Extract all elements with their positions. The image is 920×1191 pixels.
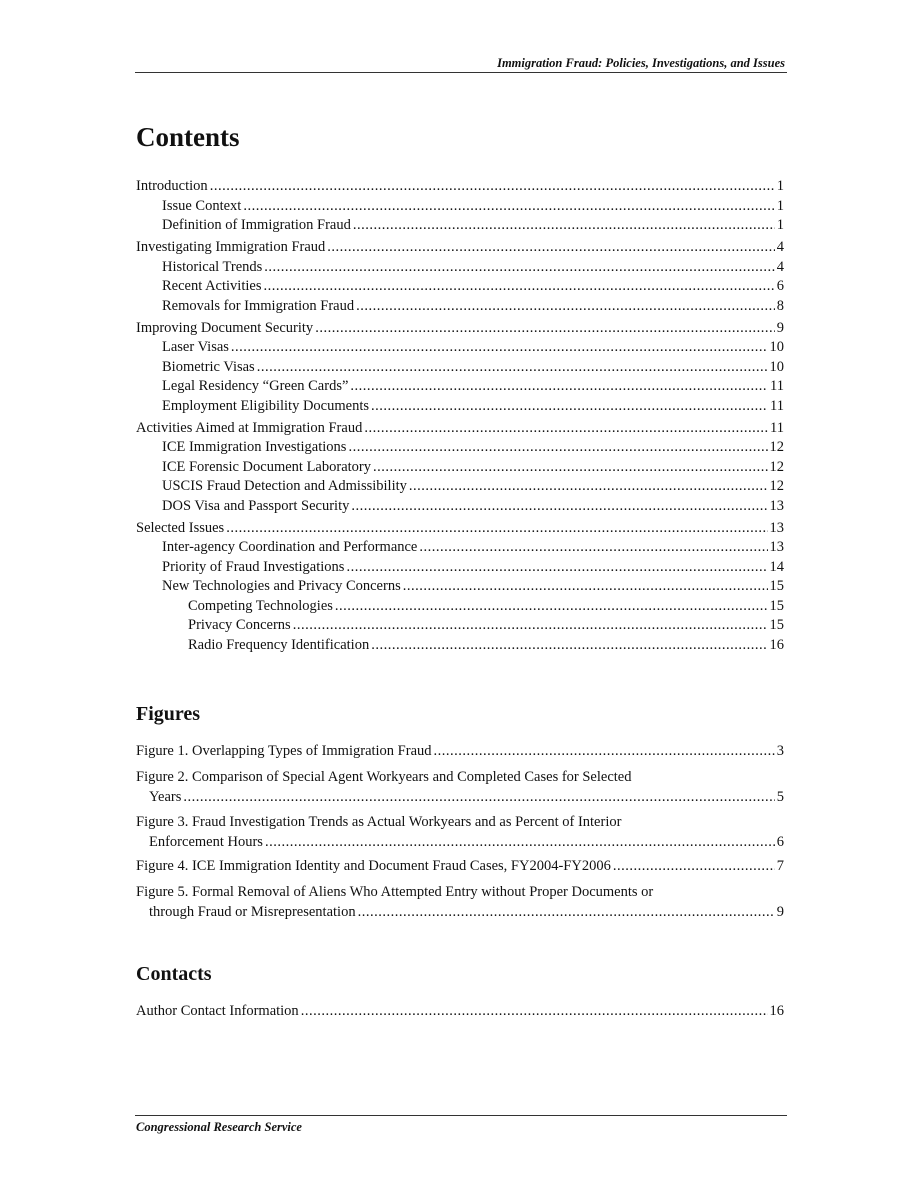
toc-entry[interactable] [136,238,784,258]
entry-page-number: 16 [769,1003,784,1019]
entry-label: Investigating Immigration Fraud [136,239,326,255]
entry-label: ICE Forensic Document Laboratory [162,458,371,475]
dot-leader [353,216,775,236]
entry-page-number: 5 [776,788,784,805]
entry-page-number: 12 [769,439,784,455]
entry-page-number: 15 [769,578,784,594]
entry-label: Figure 4. ICE Immigration Identity and Document Fraud Cases, FY2004-FY2006 [136,858,611,874]
entry-label: Radio Frequency Identification [188,636,370,653]
dot-leader [613,857,775,877]
toc-entry[interactable] [136,197,784,217]
entry-page-number: 12 [769,458,784,475]
entry-page-number: 11 [770,419,784,436]
figure-entry[interactable] [136,883,784,922]
entry-page-number: 6 [776,833,784,850]
toc-entry[interactable] [136,358,784,378]
toc-entry[interactable] [136,397,784,417]
toc-entry[interactable] [136,558,784,578]
entry-page-number: 3 [776,743,784,759]
entry-page-number: 10 [769,358,784,375]
entry-label: Inter-agency Coordination and Performance [162,539,418,555]
dot-leader [403,577,768,597]
entry-label: Historical Trends [162,258,263,275]
entry-page-number: 1 [776,217,784,233]
dot-leader [371,636,767,656]
entry-label: Figure 5. Formal Removal of Aliens Who Attempted Entry without Proper Documents or [136,884,654,900]
entry-label: Privacy Concerns [188,617,291,633]
figure-entry[interactable] [136,813,784,852]
entry-label: Activities Aimed at Immigration Fraud [136,419,363,436]
figure-entry-line[interactable] [136,742,784,762]
figure-entry-line[interactable] [136,857,784,877]
entry-page-number: 13 [769,497,784,514]
entry-label: Introduction [136,178,208,194]
entry-label: DOS Visa and Passport Security [162,497,350,514]
entry-page-number: 10 [769,339,784,355]
entry-page-number: 9 [776,903,784,920]
contents-heading: Contents [136,122,240,152]
entry-label: Selected Issues [136,519,225,536]
toc-entry[interactable] [136,177,784,197]
toc-entry[interactable] [136,636,784,656]
entry-label: Priority of Fraud Investigations [162,558,345,575]
entry-label: Employment Eligibility Documents [162,397,370,414]
dot-leader [263,277,774,297]
header-rule [135,72,787,73]
entry-page-number: 1 [776,178,784,194]
figure-entry[interactable] [136,768,784,807]
entry-page-number: 15 [769,617,784,633]
entry-page-number: 6 [776,278,784,294]
entry-label: Biometric Visas [162,358,255,375]
entry-page-number: 7 [776,858,784,874]
entry-label: ICE Immigration Investigations [162,439,347,455]
entry-page-number: 1 [776,197,784,214]
toc-entry[interactable] [136,419,784,439]
entry-label: USCIS Fraud Detection and Admissibility [162,478,407,494]
entry-label: Legal Residency “Green Cards” [162,378,349,394]
footer-title: Congressional Research Service [136,1120,302,1134]
entry-page-number: 8 [776,297,784,314]
entry-label: Issue Context [162,197,242,214]
dot-leader [335,597,768,617]
dot-leader [346,558,767,578]
figure-entry[interactable] [136,857,784,877]
contact-entry[interactable] [136,1002,784,1022]
entry-label: Author Contact Information [136,1003,299,1019]
toc-entry[interactable] [136,377,784,397]
dot-leader [371,397,768,417]
toc-entry[interactable] [136,277,784,297]
entry-label: Removals for Immigration Fraud [162,297,355,314]
figures-heading: Figures [136,703,201,725]
dot-leader [226,519,767,539]
entry-label: Definition of Immigration Fraud [162,217,351,233]
dot-leader [419,538,767,558]
entry-page-number: 13 [769,539,784,555]
entry-page-number: 11 [770,397,784,414]
toc-entry[interactable] [136,497,784,517]
entry-label: New Technologies and Privacy Concerns [162,578,401,594]
running-header-title: Immigration Fraud: Policies, Investigations, and Issues [497,56,785,70]
dot-leader [315,319,775,339]
dot-leader [293,616,768,636]
entry-label: Enforcement Hours [149,833,263,850]
dot-leader [327,238,774,258]
toc-entry[interactable] [136,338,784,358]
figure-entry-continuation[interactable] [136,833,784,853]
contents-list [136,177,784,655]
toc-entry[interactable] [136,297,784,317]
toc-entry[interactable] [136,597,784,617]
entry-label: Competing Technologies [188,597,333,614]
dot-leader [356,297,775,317]
dot-leader [301,1002,768,1022]
toc-entry[interactable] [136,438,784,458]
entry-page-number: 15 [769,597,784,614]
dot-leader [434,742,775,762]
entry-label: Figure 3. Fraud Investigation Trends as Actual Workyears and as Percent of Interior [136,814,622,830]
dot-leader [210,177,775,197]
entry-label: Recent Activities [162,278,262,294]
toc-entry[interactable] [136,458,784,478]
dot-leader [257,358,768,378]
entry-label: Years [149,788,182,805]
figure-entry-continuation[interactable] [136,903,784,923]
toc-entry[interactable] [136,216,784,236]
toc-entry[interactable] [136,319,784,339]
entry-label: Improving Document Security [136,319,314,336]
dot-leader [348,438,767,458]
entry-label: through Fraud or Misrepresentation [149,903,356,920]
toc-entry[interactable] [136,577,784,597]
contacts-heading: Contacts [136,963,212,985]
entry-label: Figure 1. Overlapping Types of Immigration Fraud [136,743,432,759]
entry-page-number: 9 [776,319,784,336]
entry-label: Laser Visas [162,339,229,355]
entry-page-number: 4 [776,239,784,255]
entry-label: Figure 2. Comparison of Special Agent Workyears and Completed Cases for Selected [136,769,632,785]
dot-leader [231,338,768,358]
dot-leader [358,903,775,923]
toc-entry[interactable] [136,616,784,636]
figure-entry-continuation[interactable] [136,788,784,808]
dot-leader [351,497,767,517]
dot-leader [373,458,768,478]
entry-page-number: 16 [769,636,784,653]
dot-leader [264,258,774,278]
entry-page-number: 13 [769,519,784,536]
dot-leader [364,419,768,439]
toc-entry[interactable] [136,477,784,497]
figure-entry[interactable] [136,742,784,762]
toc-entry[interactable] [136,519,784,539]
dot-leader [409,477,768,497]
dot-leader [183,788,774,808]
dot-leader [350,377,768,397]
entry-page-number: 12 [769,478,784,494]
toc-entry[interactable] [136,258,784,278]
entry-page-number: 14 [769,558,784,575]
footer-rule [135,1115,787,1116]
entry-page-number: 11 [770,378,784,394]
entry-page-number: 4 [776,258,784,275]
dot-leader [265,833,775,853]
contact-entry-block [136,1002,784,1022]
dot-leader [243,197,774,217]
toc-entry[interactable] [136,538,784,558]
